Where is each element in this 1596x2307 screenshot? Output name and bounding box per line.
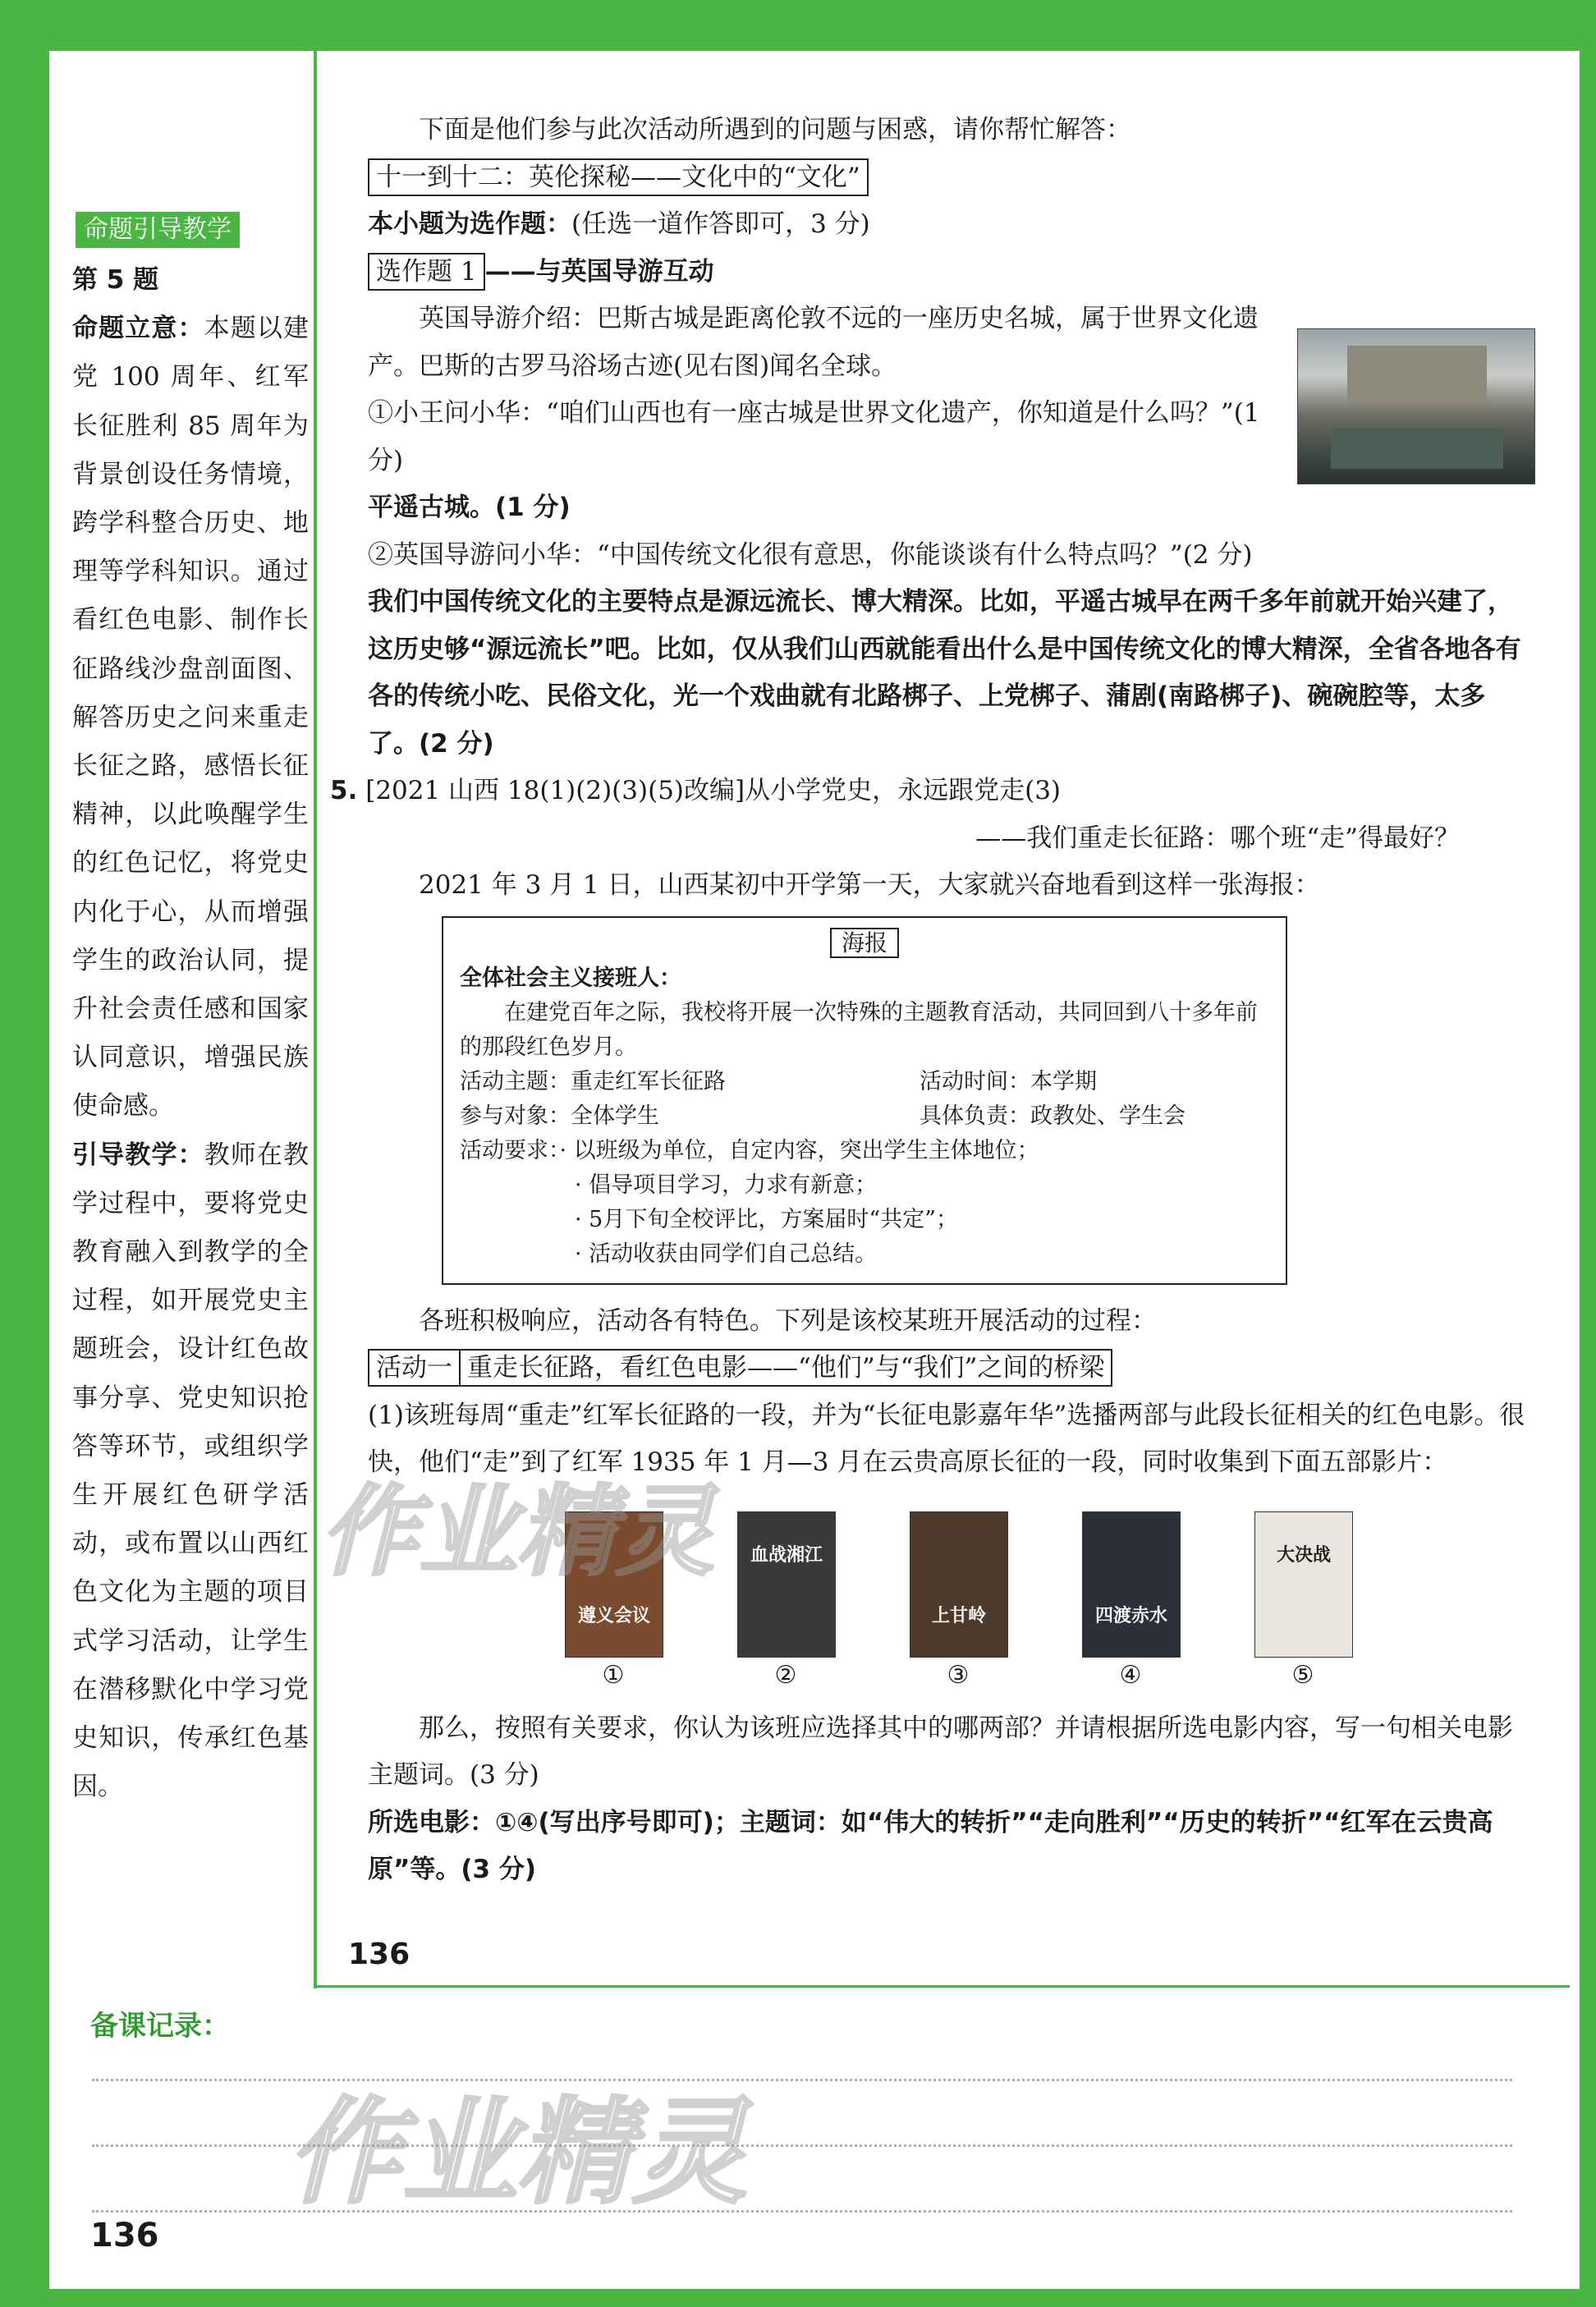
frame-right <box>1580 0 1596 2307</box>
question-2: ②英国导游问小华：“中国传统文化很有意思，你能谈谈有什么特点吗？”(2 分) <box>368 539 1253 570</box>
choose-note <box>368 201 1534 249</box>
film-item <box>1254 1511 1351 1694</box>
question-number: 第 5 题 <box>72 265 159 295</box>
film-poster <box>1254 1511 1353 1658</box>
intent-paragraph <box>72 305 309 1131</box>
question-1: ①小王问小华：“咱们山西也有一座古城是世界文化遗产，你知道是什么吗？”(1 分) <box>368 398 1260 475</box>
poster-req-3: · 5月下旬全校评比，方案届时“共定”； <box>575 1206 958 1232</box>
q5-number: 5. <box>330 776 358 805</box>
after-poster: 各班积极响应，活动各有特色。下列是该校某班开展活动的过程： <box>419 1305 1157 1336</box>
film-number: ③ <box>947 1660 970 1690</box>
choose-note-text: (任选一道作答即可，3 分) <box>571 209 870 239</box>
question-films-ask: 那么，按照有关要求，你认为该班应选择其中的哪两部？并请根据所选电影内容，写一句相关电影主题词。(3 分) <box>368 1713 1513 1790</box>
poster-time: 活动时间：本学期 <box>920 1068 1097 1094</box>
guide-label: 引导教学： <box>72 1140 204 1170</box>
main-content <box>330 107 1534 1894</box>
content-bottom-rule <box>314 1985 1570 1988</box>
film-title: 血战湘江 <box>750 1544 823 1566</box>
q5-subtitle: ——我们重走长征路：哪个班“走”得最好？ <box>975 823 1460 853</box>
poster-title-text: 海报 <box>830 928 899 958</box>
q5-title <box>330 768 1534 815</box>
poster-row-1 <box>460 1065 1269 1099</box>
film-number: ② <box>774 1660 797 1690</box>
activity-title: 重走长征路，看红色电影——“他们”与“我们”之间的桥梁 <box>461 1349 1112 1387</box>
poster-owner: 具体负责：政教处、学生会 <box>920 1103 1186 1129</box>
poster-audience: 参与对象：全体学生 <box>460 1103 659 1129</box>
film-item <box>910 1511 1007 1694</box>
film-poster <box>910 1511 1008 1658</box>
film-title: 四渡赤水 <box>1094 1606 1167 1626</box>
poster-req-2: · 倡导项目学习，力求有新意； <box>575 1172 878 1198</box>
guide-intro: 英国导游介绍：巴斯古城是距离伦敦不远的一座历史名城，属于世界文化遗产。巴斯的古罗马浴场古迹(见右图)闻名全球。 <box>368 304 1259 381</box>
film-poster <box>737 1511 836 1658</box>
poster-req-1 <box>460 1134 1269 1168</box>
frame-top <box>0 0 1596 51</box>
teaching-sidebar <box>72 205 309 1812</box>
q5-title-text: [2021 山西 18(1)(2)(3)(5)改编]从小学党史，永远跟党走(3) <box>365 776 1062 805</box>
watermark: 作业精灵 <box>287 2086 748 2220</box>
answer-films: 所选电影：①④(写出序号即可)；主题词：如“伟大的转折”“走向胜利”“历史的转折”“红军在云贵高原”等。(3 分) <box>368 1807 1493 1884</box>
question-films: (1)该班每周“重走”红军长征路的一段，并为“长征电影嘉年华”选播两部与此段长征相关的红色电影。很快，他们“走”到了红军 1935 年 1 月—3 月在云贵高原长征的一段，同时收集到下面五部影片： <box>368 1400 1525 1477</box>
activity-poster <box>442 916 1287 1285</box>
film-number: ④ <box>1119 1660 1142 1690</box>
poster-req-label: 活动要求： <box>460 1137 560 1163</box>
film-number: ⑤ <box>1291 1660 1314 1690</box>
frame-bottom <box>0 2289 1596 2307</box>
film-title: 遵义会议 <box>577 1606 650 1626</box>
page-number-footer: 136 <box>90 2217 159 2254</box>
activity-heading <box>368 1345 1534 1392</box>
notes-label: 备课记录： <box>90 2010 230 2043</box>
guide-paragraph <box>72 1131 309 1812</box>
film-item <box>737 1511 834 1694</box>
choose-note-label: 本小题为选作题： <box>368 209 571 239</box>
choice1-box: 选作题 1 <box>368 253 485 291</box>
poster-title <box>460 926 1269 961</box>
intro-text: 下面是他们参与此次活动所遇到的问题与困惑，请你帮忙解答： <box>419 115 1131 144</box>
film-title: 上甘岭 <box>931 1606 986 1626</box>
poster-theme: 活动主题：重走红军长征路 <box>460 1068 726 1094</box>
intent-text: 本题以建党 100 周年、红军长征胜利 85 周年为背景创设任务情境，跨学科整合历史、地理等学科知识。通过看红色电影、制作长征路线沙盘剖面图、解答历史之问来重走长征之路，感悟长征精神，以此唤醒学生的红色记忆，将党史内化于心，从而增强学生的政治认同，提升社会责任感和国家认同意识，增强民族使命感。 <box>72 314 309 1121</box>
answer-2: 我们中国传统文化的主要特点是源远流长、博大精深。比如，平遥古城早在两千多年前就开始兴建了，这历史够“源远流长”吧。比如，仅从我们山西就能看出什么是中国传统文化的博大精深，全省各地各有各的传统小吃、民俗文化，光一个戏曲就有北路梆子、上党梆子、蒲剧(南路梆子)、碗碗腔等，太多了。(2 分) <box>368 587 1521 759</box>
frame-left <box>0 0 49 2307</box>
film-number: ① <box>602 1660 625 1690</box>
guide-text: 教师在教学过程中，要将党史教育融入到教学的全过程，如开展党史主题班会，设计红色故事分享、党史知识抢答等环节，或组织学生开展红色研学活动，或布置以山西红色文化为主题的项目式学习活动，让学生在潜移默化中学习党史知识，传承红色基因。 <box>72 1140 309 1802</box>
poster-req-1-text: · 以班级为单位，自定内容，突出学生主体地位； <box>559 1137 1039 1163</box>
poster-body: 在建党百年之际，我校将开展一次特殊的主题教育活动，共同回到八十多年前的那段红色岁月。 <box>460 999 1258 1060</box>
q5-intro: 2021 年 3 月 1 日，山西某初中开学第一天，大家就兴奋地看到这样一张海报： <box>419 870 1320 900</box>
page-number-main: 136 <box>348 1938 410 1971</box>
poster-req-4: · 活动收获由同学们自己总结。 <box>575 1241 878 1267</box>
choice1-heading <box>368 249 1534 296</box>
column-divider <box>314 51 317 1988</box>
film-title: 大决战 <box>1276 1544 1331 1566</box>
sidebar-tag: 命题引导教学 <box>76 212 240 248</box>
answer-1: 平遥古城。(1 分) <box>368 493 571 522</box>
choice1-title: ——与英国导游互动 <box>484 256 714 287</box>
film-item <box>1082 1511 1179 1694</box>
poster-greeting: 全体社会主义接班人： <box>460 965 681 991</box>
poster-row-2 <box>460 1099 1269 1134</box>
section-box: 十一到十二：英伦探秘——文化中的“文化” <box>368 158 869 196</box>
activity-label: 活动一 <box>368 1349 461 1387</box>
intent-label: 命题立意： <box>72 314 204 344</box>
watermark: 作业精灵 <box>320 1475 714 1589</box>
film-poster <box>1082 1511 1181 1658</box>
